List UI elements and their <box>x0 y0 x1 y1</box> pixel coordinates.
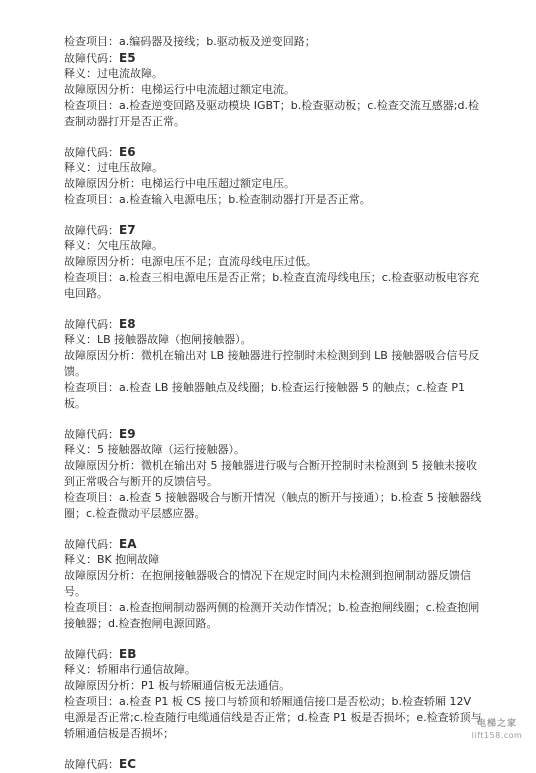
fault-code-value: E9 <box>119 427 136 441</box>
fault-check: 检查项目：a.检查逆变回路及驱动模块 IGBT；b.检查驱动板；c.检查交流互感器;d.检查制动器打开是否正常。 <box>64 99 479 128</box>
fault-code-label: 故障代码： <box>64 52 119 65</box>
fault-code-line-last <box>64 756 484 772</box>
section-gap <box>64 522 484 536</box>
section-gap <box>64 412 484 426</box>
fault-analysis: 故障原因分析：微机在输出对 5 接触器进行吸与合断开控制时未检测到 5 接触未接收到正常吸合与断开的反馈信号。 <box>64 459 477 488</box>
fault-code-value: EB <box>119 647 137 661</box>
fault-code-line <box>64 50 484 66</box>
fault-section <box>64 522 484 632</box>
fault-code-value: E7 <box>119 223 136 237</box>
fault-code-label: 故障代码： <box>64 538 119 551</box>
fault-check: 检查项目：a.检查 5 接触器吸合与断开情况（触点的断开与接通）；b.检查 5 接触器线圈；c.检查微动平层感应器。 <box>64 491 482 520</box>
fault-meaning: 释义：过电流故障。 <box>64 67 163 80</box>
fault-code-value: E8 <box>119 317 136 331</box>
fault-code-label: 故障代码： <box>64 146 119 159</box>
fault-check: 检查项目：a.检查 LB 接触器触点及线圈；b.检查运行接触器 5 的触点；c.检查 P1 板。 <box>64 381 466 410</box>
fault-section <box>64 632 484 742</box>
fault-code-label: 故障代码： <box>64 648 119 661</box>
fault-meaning: 释义：欠电压故障。 <box>64 239 163 252</box>
fault-analysis: 故障原因分析：P1 板与轿厢通信板无法通信。 <box>64 679 291 692</box>
fault-section <box>64 302 484 412</box>
fault-code-label: 故障代码： <box>64 318 119 331</box>
watermark-url: lift158.com <box>471 731 523 740</box>
fault-meaning: 释义：过电压故障。 <box>64 161 163 174</box>
fault-code-label: 故障代码： <box>64 758 119 771</box>
fault-meaning: 释义：BK 抱闸故障 <box>64 553 160 566</box>
section-gap <box>64 632 484 646</box>
section-gap <box>64 302 484 316</box>
fault-code-label: 故障代码： <box>64 224 119 237</box>
fault-meaning: 释义：LB 接触器故障（抱闸接触器）。 <box>64 333 252 346</box>
fault-code-line <box>64 536 484 552</box>
fault-code-value: EC <box>119 757 137 771</box>
fault-code-line <box>64 316 484 332</box>
fault-code-value: E6 <box>119 145 136 159</box>
document-page <box>64 34 484 772</box>
fault-code-value: EA <box>119 537 137 551</box>
fault-code-line <box>64 144 484 160</box>
fault-section <box>64 130 484 208</box>
watermark <box>466 718 528 744</box>
fault-check: 检查项目：a.检查输入电源电压；b.检查制动器打开是否正常。 <box>64 193 371 206</box>
fault-meaning: 释义：5 接触器故障（运行接触器）。 <box>64 443 245 456</box>
fault-section <box>64 50 484 130</box>
fault-analysis: 故障原因分析：微机在输出对 LB 接触器进行控制时未检测到到 LB 接触器吸合信号反馈。 <box>64 349 480 378</box>
fault-analysis: 故障原因分析：电源电压不足；直流母线电压过低。 <box>64 255 317 268</box>
fault-section <box>64 208 484 302</box>
fault-section <box>64 412 484 522</box>
fault-check: 检查项目：a.检查三相电源电压是否正常；b.检查直流母线电压；c.检查驱动板电容充电回路。 <box>64 271 480 300</box>
fault-check: 检查项目：a.检查抱闸制动器两侧的检测开关动作情况；b.检查抱闸线圈；c.检查抱闸接触器；d.检查抱闸电源回路。 <box>64 601 480 630</box>
fault-code-line <box>64 646 484 662</box>
top-check-line: 检查项目：a.编码器及接线；b.驱动板及逆变回路； <box>64 35 316 48</box>
fault-meaning: 释义：轿厢串行通信故障。 <box>64 663 196 676</box>
fault-sections <box>64 50 484 742</box>
fault-analysis: 故障原因分析：在抱闸接触器吸合的情况下在规定时间内未检测到抱闸制动器反馈信号。 <box>64 569 471 598</box>
fault-code-line <box>64 222 484 238</box>
section-gap <box>64 130 484 144</box>
section-gap <box>64 742 484 756</box>
fault-code-value: E5 <box>119 51 136 65</box>
fault-code-label: 故障代码： <box>64 428 119 441</box>
fault-check: 检查项目：a.检查 P1 板 CS 接口与轿顶和轿厢通信接口是否松动；b.检查轿厢 12V 电源是否正常;c.检查随行电缆通信线是否正常；d.检查 P1 板是否损坏；e.检查轿顶与轿厢通信板是否损坏； <box>64 695 482 740</box>
fault-analysis: 故障原因分析：电梯运行中电流超过额定电流。 <box>64 83 295 96</box>
watermark-logo-text: 电梯之家 <box>476 719 517 729</box>
section-gap <box>64 208 484 222</box>
fault-analysis: 故障原因分析：电梯运行中电压超过额定电压。 <box>64 177 295 190</box>
fault-code-line <box>64 426 484 442</box>
